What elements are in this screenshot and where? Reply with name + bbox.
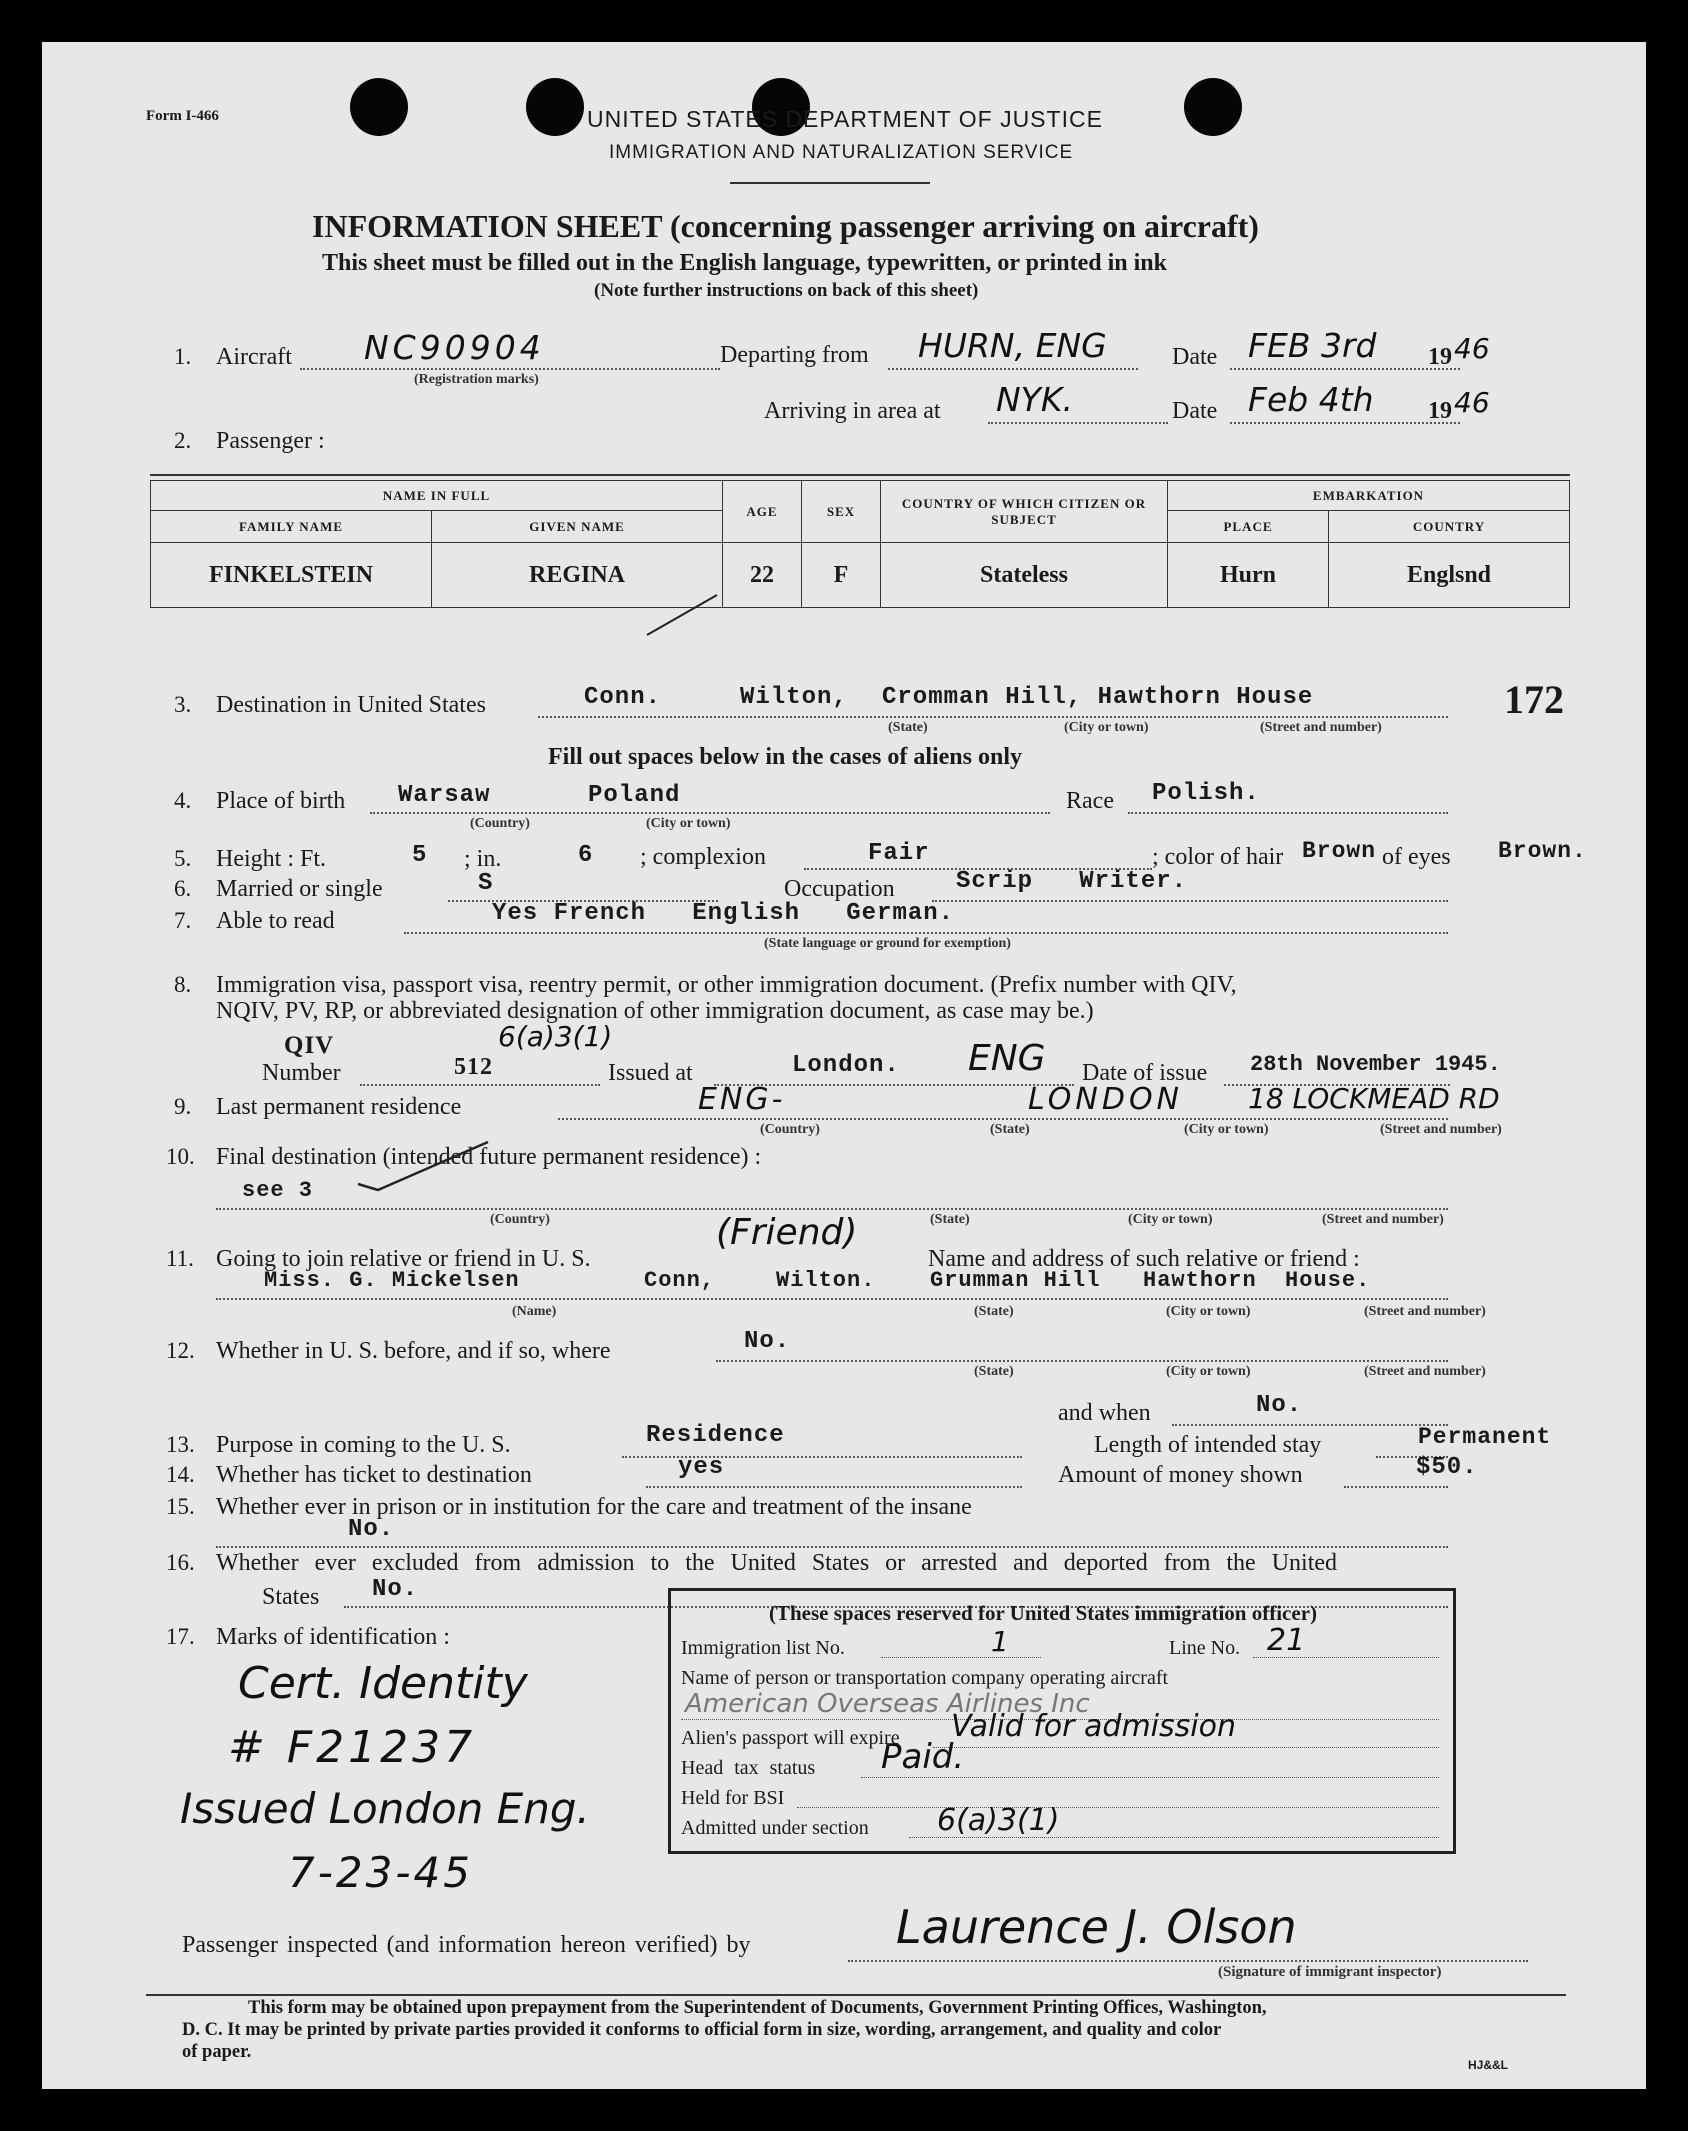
prior-visit-value: No. <box>744 1328 791 1355</box>
item-number: 7. <box>174 908 192 933</box>
departing-label: Departing from <box>720 342 869 368</box>
margin-number: 172 <box>1504 677 1564 722</box>
service: IMMIGRATION AND NATURALIZATION SERVICE <box>609 142 1074 163</box>
money-label: Amount of money shown <box>1058 1462 1303 1488</box>
height-inches: 6 <box>578 842 594 869</box>
line-number-label: Line No. <box>1169 1637 1241 1659</box>
visa-issued-label: Issued at <box>608 1060 693 1086</box>
reading-line <box>404 932 1448 934</box>
final-destination-line <box>216 1208 1448 1210</box>
destination-state-caption: (State) <box>888 720 928 735</box>
final-state-caption: (State) <box>930 1212 970 1227</box>
given-name: REGINA <box>432 543 723 608</box>
passport-expire-value: Valid for admission <box>951 1709 1236 1744</box>
visa-issued-handwritten: ENG <box>968 1038 1046 1079</box>
departing-line <box>888 368 1138 370</box>
passport-expire-line <box>933 1747 1439 1748</box>
final-city-caption: (City or town) <box>1128 1212 1213 1227</box>
item-number: 8. <box>174 972 192 997</box>
family-name: FINKELSTEIN <box>151 543 432 608</box>
friend-street: Grumman Hill Hawthorn House. <box>930 1268 1371 1293</box>
destination-city: Wilton, <box>740 684 848 711</box>
age: 22 <box>723 543 802 608</box>
residence-city: LONDON <box>1028 1082 1184 1117</box>
prior-city-caption: (City or town) <box>1166 1364 1251 1379</box>
friend-street-caption: (Street and number) <box>1364 1304 1486 1319</box>
officer-box-title: (These spaces reserved for United States immigration officer) <box>769 1601 1318 1625</box>
join-friend-label: Going to join relative or friend in U. S. <box>216 1246 591 1272</box>
when-line <box>1172 1424 1448 1426</box>
immigration-list-value: 1 <box>991 1625 1009 1658</box>
footer-line-2: D. C. It may be printed by private parties provided it conforms to official form in size, wording, arrangement, and quality and color <box>182 2020 1222 2040</box>
embarkation-place: Hurn <box>1168 543 1329 608</box>
name-in-full-header: NAME IN FULL <box>151 481 723 511</box>
arriving-line <box>988 422 1168 424</box>
prior-street-caption: (Street and number) <box>1364 1364 1486 1379</box>
join-friend-handwritten: (Friend) <box>716 1212 858 1253</box>
passport-expire-label: Alien's passport will expire <box>681 1727 900 1749</box>
prison-label: Whether ever in prison or in institution for the care and treatment of the insane <box>216 1494 972 1520</box>
date-label: Date <box>1172 344 1218 370</box>
destination-city-caption: (City or town) <box>1064 720 1149 735</box>
admitted-section-value: 6(a)3(1) <box>937 1803 1060 1838</box>
sex-header: SEX <box>802 481 881 543</box>
when-value: No. <box>1256 1392 1303 1419</box>
form-number: Form I-466 <box>146 108 219 124</box>
aircraft-caption: (Registration marks) <box>414 372 539 387</box>
race-line <box>1128 812 1448 814</box>
visa-prefix: QIV <box>284 1032 335 1059</box>
hair-value: Brown <box>1302 838 1377 864</box>
friend-city: Wilton. <box>776 1268 876 1293</box>
friend-city-caption: (City or town) <box>1166 1304 1251 1319</box>
visa-date-value: 28th November 1945. <box>1250 1052 1501 1077</box>
visa-number: 512 <box>454 1054 493 1080</box>
reading-caption: (State language or ground for exemption) <box>764 936 1011 951</box>
occupation-label: Occupation <box>784 876 895 902</box>
passenger-label: Passenger : <box>216 428 325 454</box>
residence-country-caption: (Country) <box>760 1122 820 1137</box>
form-instruction: This sheet must be filled out in the English language, typewritten, or printed in ink <box>322 250 1167 276</box>
item-number: 9. <box>174 1094 192 1119</box>
height-feet: 5 <box>412 842 428 869</box>
item-number: 1. <box>174 344 192 369</box>
arriving-label: Arriving in area at <box>764 398 941 424</box>
ticket-line <box>646 1486 1022 1488</box>
aircraft-label: Aircraft <box>216 344 292 370</box>
birth-country-caption: (Country) <box>470 816 530 831</box>
visa-handwritten-section: 6(a)3(1) <box>498 1020 613 1053</box>
arrival-date-line <box>1230 422 1460 424</box>
inches-label: ; in. <box>464 846 502 872</box>
pen-check-mark <box>354 1138 494 1194</box>
visa-number-line <box>360 1084 600 1086</box>
friend-name-label: Name and address of such relative or friend : <box>928 1246 1360 1272</box>
departing-value: HURN, ENG <box>918 326 1107 365</box>
race-label: Race <box>1066 788 1114 814</box>
citizenship: Stateless <box>881 543 1168 608</box>
footer-line-1: This form may be obtained upon prepayment from the Superintendent of Documents, Government Printing Offices, Washington, <box>248 1998 1267 2018</box>
visa-date-label: Date of issue <box>1082 1060 1208 1086</box>
birthplace-line <box>370 812 1050 814</box>
destination-state: Conn. <box>584 684 662 711</box>
aircraft-value: NC90904 <box>364 328 545 367</box>
line-number-value: 21 <box>1267 1623 1306 1658</box>
final-destination-value: see 3 <box>242 1178 314 1203</box>
embarkation-country: Englsnd <box>1329 543 1570 608</box>
marital-value: S <box>478 870 494 897</box>
bsi-label: Held for BSI <box>681 1787 785 1809</box>
family-name-header: FAMILY NAME <box>151 511 432 543</box>
place-header: PLACE <box>1168 511 1329 543</box>
birth-country: Warsaw <box>398 782 491 809</box>
identification-line-4: 7-23-45 <box>288 1848 473 1897</box>
form-note: (Note further instructions on back of this sheet) <box>594 280 979 301</box>
friend-name-caption: (Name) <box>512 1304 557 1319</box>
occupation-line <box>932 900 1448 902</box>
birth-city-caption: (City or town) <box>646 816 731 831</box>
height-label: Height : Ft. <box>216 846 327 872</box>
passenger-table <box>150 480 1570 608</box>
residence-line <box>558 1118 1448 1120</box>
item-number: 2. <box>174 428 192 453</box>
citizenship-header: COUNTRY OF WHICH CITIZEN OR SUBJECT <box>881 481 1168 543</box>
complexion-label: ; complexion <box>640 844 766 870</box>
friend-line <box>216 1298 1448 1300</box>
arrival-year-prefix: 19 <box>1428 398 1452 424</box>
ticket-label: Whether has ticket to destination <box>216 1462 532 1488</box>
final-street-caption: (Street and number) <box>1322 1212 1444 1227</box>
identification-label: Marks of identification : <box>216 1624 450 1650</box>
ticket-value: yes <box>678 1454 725 1481</box>
document-page <box>42 42 1646 2089</box>
sex: F <box>802 543 881 608</box>
given-name-header: GIVEN NAME <box>432 511 723 543</box>
identification-line-2: # F21237 <box>228 1722 477 1773</box>
identification-line-1: Cert. Identity <box>238 1658 528 1709</box>
complexion-value: Fair <box>868 840 930 867</box>
footer-line-3: of paper. <box>182 2042 252 2062</box>
deported-label: Whether ever excluded from admission to the United States or arrested and deported from the United <box>216 1550 1338 1576</box>
hair-label: ; color of hair <box>1152 844 1284 870</box>
birthplace-label: Place of birth <box>216 788 346 814</box>
eyes-value: Brown. <box>1498 838 1587 864</box>
admitted-section-label: Admitted under section <box>681 1817 869 1839</box>
prior-state-caption: (State) <box>974 1364 1014 1379</box>
prior-visit-label: Whether in U. S. before, and if so, where <box>216 1338 611 1364</box>
final-destination-label: Final destination (intended future permanent residence) : <box>216 1144 762 1170</box>
occupation-value: Scrip Writer. <box>956 868 1188 895</box>
residence-label: Last permanent residence <box>216 1094 462 1120</box>
item-number: 17. <box>166 1624 195 1649</box>
item-number: 11. <box>166 1246 194 1271</box>
residence-country: ENG- <box>698 1082 786 1117</box>
footer-rule <box>146 1994 1566 1996</box>
country-header: COUNTRY <box>1329 511 1570 543</box>
arriving-value: NYK. <box>996 380 1073 419</box>
marital-label: Married or single <box>216 876 383 902</box>
head-tax-value: Paid. <box>881 1737 965 1777</box>
department: UNITED STATES DEPARTMENT OF JUSTICE <box>587 106 1103 132</box>
head-tax-line <box>861 1777 1439 1778</box>
year-prefix: 19 <box>1428 344 1452 370</box>
destination-street-caption: (Street and number) <box>1260 720 1382 735</box>
item-number: 10. <box>166 1144 195 1169</box>
residence-street-caption: (Street and number) <box>1380 1122 1502 1137</box>
bsi-line <box>797 1807 1439 1808</box>
age-header: AGE <box>723 481 802 543</box>
item-number: 12. <box>166 1338 195 1363</box>
embarkation-header: EMBARKATION <box>1168 481 1570 511</box>
inspection-signature-line <box>848 1960 1528 1962</box>
visa-issued-at: London. <box>792 1052 900 1079</box>
item-number: 16. <box>166 1550 195 1575</box>
race-value: Polish. <box>1152 780 1260 807</box>
stay-value: Permanent <box>1418 1424 1552 1450</box>
head-tax-label: Head tax status <box>681 1757 816 1779</box>
purpose-value: Residence <box>646 1422 785 1449</box>
date-value: FEB 3rd <box>1248 326 1377 365</box>
when-label: and when <box>1058 1400 1151 1426</box>
inspector-signature: Laurence J. Olson <box>896 1900 1297 1954</box>
arrival-date-value: Feb 4th <box>1248 380 1374 419</box>
header-rule <box>730 182 930 184</box>
item-number: 5. <box>174 846 192 871</box>
immigration-list-line <box>881 1657 1041 1658</box>
item-number: 4. <box>174 788 192 813</box>
friend-state-caption: (State) <box>974 1304 1014 1319</box>
item-number: 6. <box>174 876 192 901</box>
residence-state-caption: (State) <box>990 1122 1030 1137</box>
immigration-list-label: Immigration list No. <box>681 1637 845 1659</box>
friend-state: Conn, <box>644 1268 716 1293</box>
money-value: $50. <box>1416 1454 1478 1481</box>
deported-label-cont: States <box>262 1584 320 1610</box>
visa-text-line2: NQIV, PV, RP, or abbreviated designation of other immigration document, as case may be.) <box>216 998 1094 1024</box>
operator-value: American Overseas Airlines Inc <box>685 1689 1090 1719</box>
destination-street: Cromman Hill, Hawthorn House <box>882 684 1314 711</box>
item-number: 14. <box>166 1462 195 1487</box>
destination-line <box>538 716 1448 718</box>
pen-check-mark <box>642 590 722 640</box>
eyes-label: of eyes <box>1382 844 1451 870</box>
aircraft-line <box>300 368 720 370</box>
aliens-only-heading: Fill out spaces below in the cases of aliens only <box>548 744 1023 770</box>
visa-number-label: Number <box>262 1060 341 1086</box>
friend-name: Miss. G. Mickelsen <box>264 1268 520 1293</box>
reading-value: Yes French English German. <box>492 900 955 927</box>
final-country-caption: (Country) <box>490 1212 550 1227</box>
item-number: 15. <box>166 1494 195 1519</box>
arrival-date-label: Date <box>1172 398 1218 424</box>
prison-value: No. <box>348 1516 395 1543</box>
operator-label: Name of person or transportation company operating aircraft <box>681 1667 1169 1689</box>
form-title: INFORMATION SHEET (concerning passenger arriving on aircraft) <box>312 208 1259 244</box>
deported-value: No. <box>372 1576 419 1603</box>
money-line <box>1344 1486 1448 1488</box>
visa-text-line1: Immigration visa, passport visa, reentry permit, or other immigration document. (Prefix number with QIV, <box>216 972 1237 998</box>
arrival-year-value: 46 <box>1454 386 1490 419</box>
reading-label: Able to read <box>216 908 335 934</box>
punch-hole <box>350 78 408 136</box>
destination-label: Destination in United States <box>216 692 486 718</box>
year-value: 46 <box>1454 332 1490 365</box>
punch-hole <box>526 78 584 136</box>
birth-city: Poland <box>588 782 681 809</box>
prison-line <box>216 1546 1448 1548</box>
inspector-signature-caption: (Signature of immigrant inspector) <box>1218 1964 1442 1980</box>
item-number: 3. <box>174 692 192 717</box>
punch-hole <box>1184 78 1242 136</box>
residence-street: 18 LOCKMEAD RD <box>1248 1082 1500 1115</box>
table-top-rule <box>150 474 1570 476</box>
inspection-label: Passenger inspected (and information hereon verified) by <box>182 1932 751 1958</box>
stay-label: Length of intended stay <box>1094 1432 1322 1458</box>
residence-city-caption: (City or town) <box>1184 1122 1269 1137</box>
identification-line-3: Issued London Eng. <box>180 1784 590 1833</box>
item-number: 13. <box>166 1432 195 1457</box>
officer-reserved-box <box>668 1588 1456 1854</box>
prior-visit-line <box>716 1360 1448 1362</box>
purpose-label: Purpose in coming to the U. S. <box>216 1432 511 1458</box>
printer-code: HJ&&L <box>1468 2058 1509 2072</box>
date-line <box>1230 368 1460 370</box>
